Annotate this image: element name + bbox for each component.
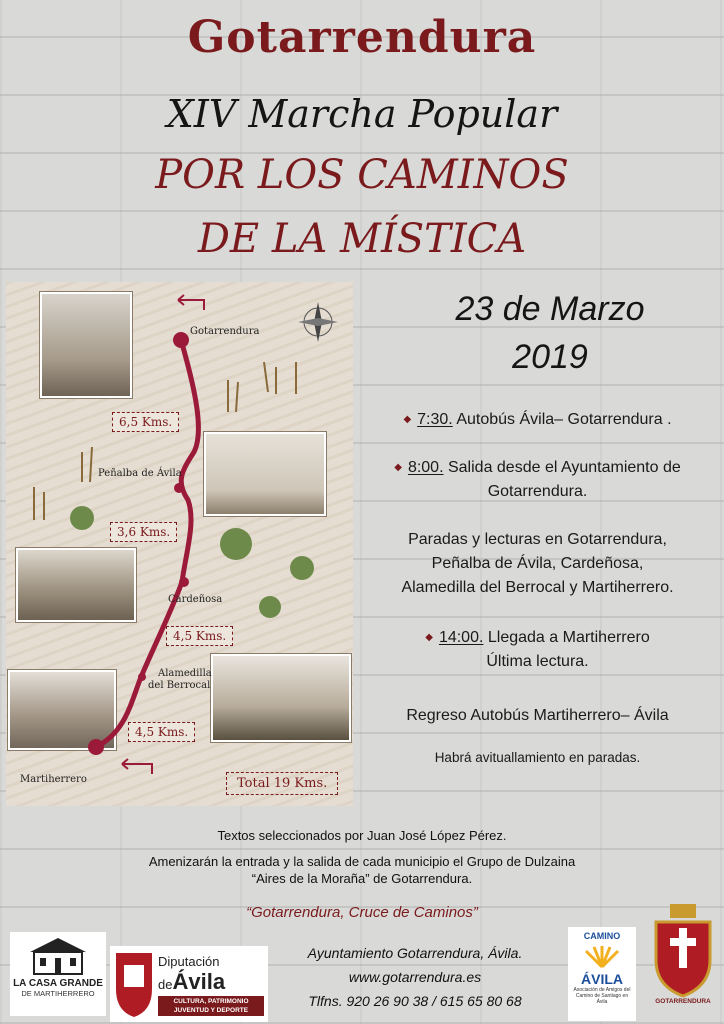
headline-line-2: DE LA MÍSTICA <box>197 216 527 262</box>
bullet-icon: ◆ <box>394 462 402 473</box>
schedule-time-2: 8:00. <box>407 459 444 477</box>
schedule-item-departure <box>355 456 720 504</box>
schedule-text-3: Llegada a Martiherrero <box>487 629 650 647</box>
schedule-time-3: 14:00. <box>438 629 484 647</box>
event-year: 2019 <box>512 338 588 376</box>
start-arrow-icon <box>178 295 204 310</box>
end-arrow-icon <box>122 759 152 774</box>
page-title: Gotarrendura <box>187 12 537 63</box>
credits-texts: Textos seleccionados por Juan José López Pérez. <box>217 828 507 843</box>
diputacion-name <box>158 954 268 995</box>
schedule-time-1: 7:30. <box>417 411 453 429</box>
schedule-item-arrival <box>355 626 720 674</box>
compass-rose-icon <box>298 302 338 342</box>
stop-marker-gotarrendura <box>173 332 189 348</box>
contact-website[interactable]: www.gotarrendura.es <box>348 969 482 985</box>
headline-line-1: POR LOS CAMINOS <box>155 152 569 198</box>
house-icon <box>28 936 88 976</box>
schedule-text-1: Autobús Ávila– Gotarrendura . <box>456 411 672 429</box>
logo-casa-grande <box>10 932 106 1016</box>
camino-city: ÁVILA <box>581 971 623 987</box>
contact-org: Ayuntamiento Gotarrendura, Ávila. <box>307 945 523 961</box>
schedule-item-bus <box>355 408 720 432</box>
music-line-1: Amenizarán la entrada y la salida de cada municipio el Grupo de Dulzaina <box>148 854 576 869</box>
schedule-supplies: Habrá avituallamiento en paradas. <box>434 750 641 765</box>
bullet-icon: ◆ <box>403 414 412 425</box>
stops-line-1: Paradas y lecturas en Gotarrendura, <box>408 531 667 548</box>
schedule-text-2: Salida desde el Ayuntamiento de <box>447 459 681 477</box>
diputacion-tagline: CULTURA, PATRIMONIO JUVENTUD Y DEPORTE <box>158 996 264 1016</box>
logo-camino-avila <box>568 927 636 1021</box>
event-date: 23 de Marzo <box>455 290 645 328</box>
schedule-text-3b: Última lectura. <box>486 653 589 671</box>
event-subtitle: XIV Marcha Popular <box>166 92 558 136</box>
casa-name: LA CASA GRANDE <box>13 978 103 989</box>
schedule-return: Regreso Autobús Martiherrero– Ávila <box>406 707 669 724</box>
town-label-cardenosa: Cardeñosa <box>168 594 223 605</box>
stops-line-3: Alamedilla del Berrocal y Martiherrero. <box>401 579 674 596</box>
slogan: “Gotarrendura, Cruce de Caminos” <box>246 904 478 921</box>
wheat-icons <box>34 362 296 520</box>
town-label-berrocal: del Berrocal <box>148 680 211 691</box>
stop-marker-cardenosa <box>179 577 189 587</box>
diputacion-shield-icon <box>112 949 156 1019</box>
segment-distance-4: 4,5 Kms. <box>128 722 195 742</box>
stop-marker-martiherrero <box>88 739 104 755</box>
credits-music <box>0 853 724 887</box>
logo-diputacion-avila <box>110 946 268 1022</box>
segment-distance-2: 3,6 Kms. <box>110 522 177 542</box>
stop-marker-alamedilla <box>138 673 146 681</box>
segment-distance-3: 4,5 Kms. <box>166 626 233 646</box>
route-map <box>6 282 353 806</box>
segment-distance-1: 6,5 Kms. <box>112 412 179 432</box>
schedule-text-2b: Gotarrendura. <box>487 483 588 501</box>
contact-phones: Tlfns. 920 26 90 38 / 615 65 80 68 <box>308 993 522 1009</box>
total-distance: Total 19 Kms. <box>226 772 338 795</box>
municipal-shield-icon <box>648 902 718 998</box>
casa-sub: DE MARTIHERRERO <box>21 989 95 998</box>
town-label-martiherrero: Martiherrero <box>20 774 87 785</box>
town-label-alamedilla: Alamedilla <box>158 668 212 679</box>
town-label-penalba: Peñalba de Ávila <box>98 468 182 479</box>
stop-marker-penalba <box>174 483 184 493</box>
camino-sub: Asociación de Amigos del Camino de Santiago en Ávila <box>573 987 631 1005</box>
dip-city: Ávila <box>172 969 226 994</box>
music-line-2: “Aires de la Moraña” de Gotarrendura. <box>251 871 473 886</box>
town-label-gotarrendura: Gotarrendura <box>190 326 260 337</box>
schedule-stops <box>355 528 720 600</box>
logo-gotarrendura-shield <box>648 902 718 1014</box>
dip-prefix: Diputación de <box>158 954 220 992</box>
stops-line-2: Peñalba de Ávila, Cardeñosa, <box>431 555 644 572</box>
bullet-icon: ◆ <box>425 632 433 643</box>
scallop-shell-icon <box>582 945 622 969</box>
camino-top: CAMINO <box>583 931 621 941</box>
shield-name: GOTARRENDURA <box>655 998 711 1005</box>
